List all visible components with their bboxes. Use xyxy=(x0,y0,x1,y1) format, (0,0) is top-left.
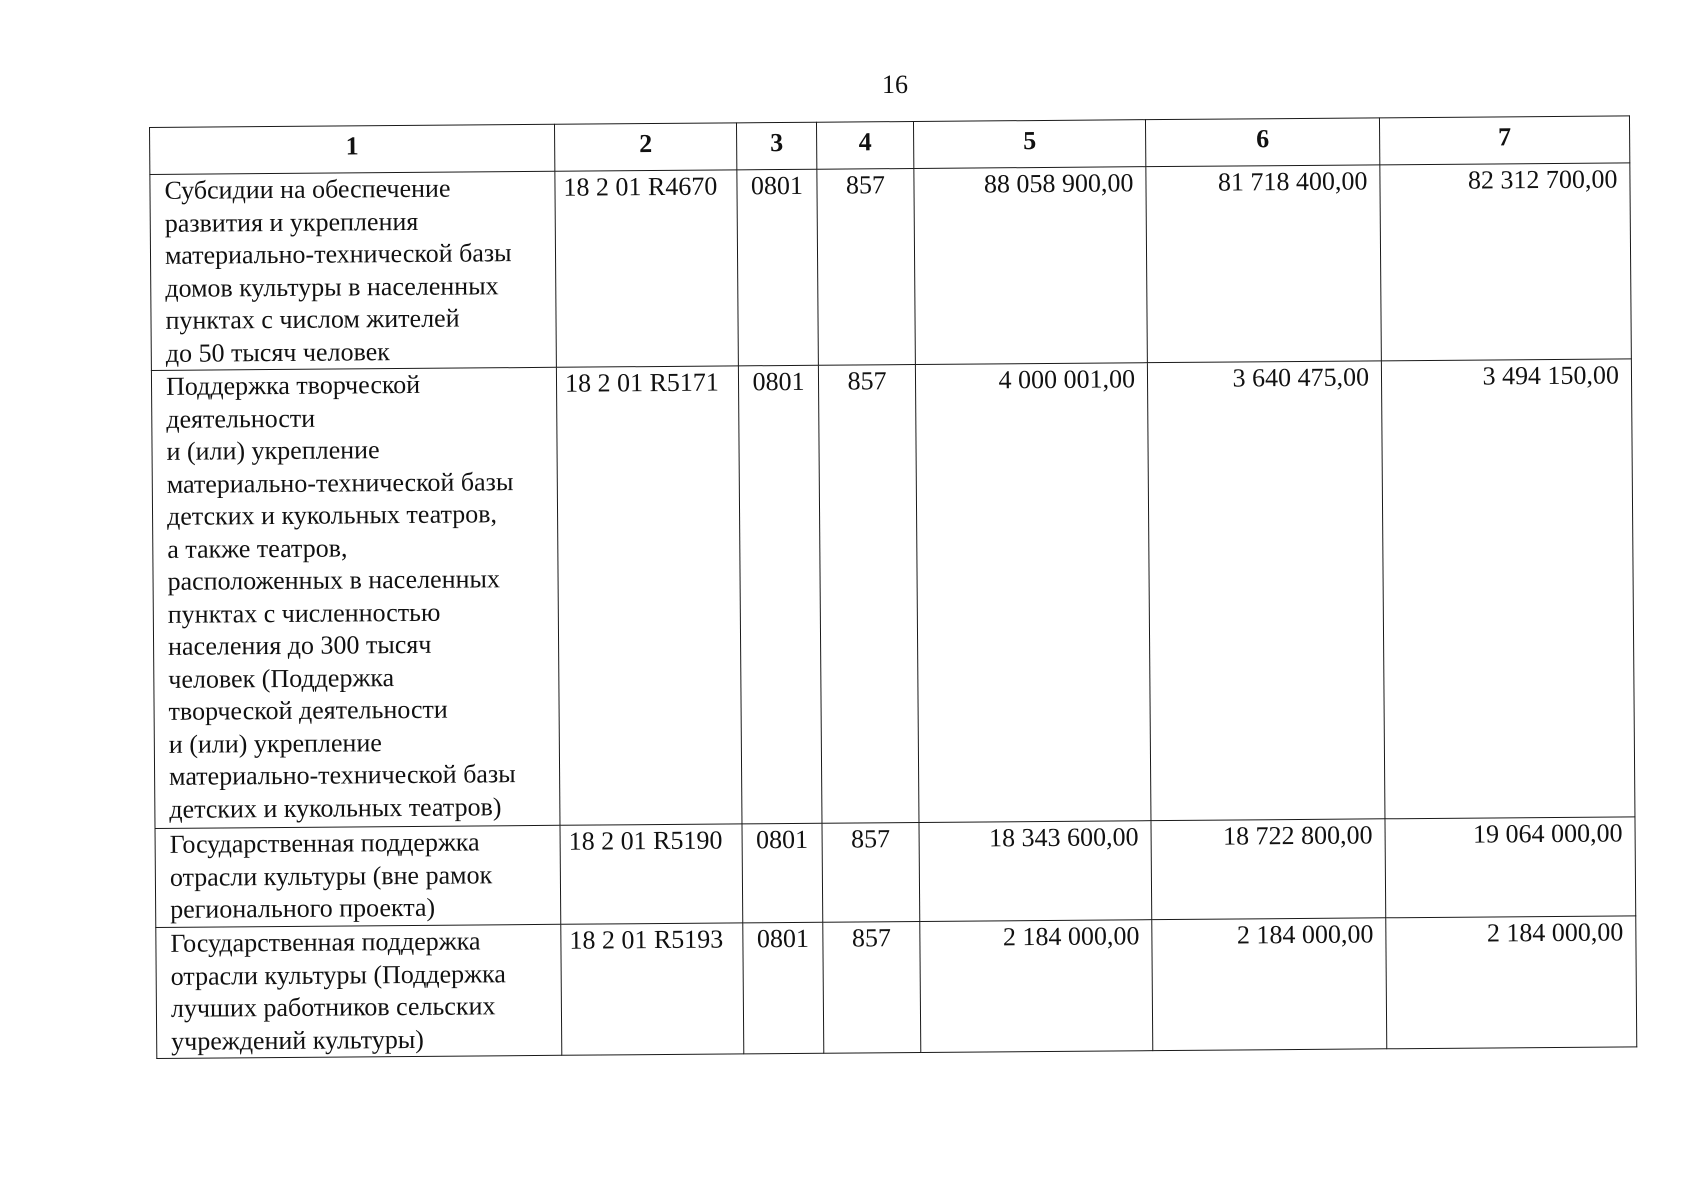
table-row xyxy=(155,817,1636,928)
row-section: 0801 xyxy=(738,365,822,824)
row-type: 857 xyxy=(817,168,916,365)
header-col-4: 4 xyxy=(816,121,913,169)
header-col-1: 1 xyxy=(150,124,555,174)
row-name: Поддержка творческой деятельности и (или) укрепление материально-технической базы детских и кукольных театров, а также театров, расположенных в населенных пунктах с численностью населения до 300 тысяч человек (Поддержка творческой деятельности и (или) укрепление материально-технической базы детских и кукольных театров) xyxy=(151,367,560,828)
budget-table-container xyxy=(149,115,1636,1059)
header-col-7: 7 xyxy=(1379,116,1629,165)
table-row xyxy=(150,163,1631,371)
row-name: Государственная поддержка отрасли культуры (вне рамок регионального проекта) xyxy=(155,825,561,927)
row-section: 0801 xyxy=(737,169,819,366)
row-name: Субсидии на обеспечение развития и укрепления материально-технической базы домов культуры в населенных пунктах с числом жителей до 50 тысяч человек xyxy=(150,171,557,370)
row-type: 857 xyxy=(822,822,920,922)
row-code: 18 2 01 R4670 xyxy=(555,170,739,367)
row-section: 0801 xyxy=(743,922,824,1054)
row-value-3: 3 494 150,00 xyxy=(1381,359,1635,819)
row-code: 18 2 01 R5193 xyxy=(561,923,744,1055)
row-name: Государственная поддержка отрасли культуры (Поддержка лучших работников сельских учреждений культуры) xyxy=(156,924,562,1058)
row-section: 0801 xyxy=(742,823,823,923)
row-value-3: 82 312 700,00 xyxy=(1380,163,1632,361)
table-row xyxy=(151,359,1635,829)
row-value-1: 4 000 001,00 xyxy=(915,363,1151,823)
row-value-3: 2 184 000,00 xyxy=(1386,916,1637,1049)
table-row xyxy=(156,916,1637,1059)
row-value-2: 2 184 000,00 xyxy=(1152,918,1387,1051)
row-value-1: 18 343 600,00 xyxy=(919,821,1152,922)
row-value-3: 19 064 000,00 xyxy=(1385,817,1636,918)
header-col-2: 2 xyxy=(554,123,736,171)
header-col-3: 3 xyxy=(736,122,816,170)
row-code: 18 2 01 R5171 xyxy=(556,366,742,825)
header-col-6: 6 xyxy=(1145,118,1379,167)
row-value-1: 88 058 900,00 xyxy=(914,167,1148,365)
row-value-2: 81 718 400,00 xyxy=(1146,165,1382,363)
row-value-2: 18 722 800,00 xyxy=(1151,819,1386,920)
header-col-5: 5 xyxy=(913,120,1145,169)
row-value-1: 2 184 000,00 xyxy=(920,920,1153,1053)
budget-table xyxy=(149,115,1637,1059)
row-type: 857 xyxy=(823,921,921,1053)
row-code: 18 2 01 R5190 xyxy=(560,824,743,924)
row-type: 857 xyxy=(818,364,919,823)
page-number: 16 xyxy=(882,70,908,99)
row-value-2: 3 640 475,00 xyxy=(1147,361,1385,821)
